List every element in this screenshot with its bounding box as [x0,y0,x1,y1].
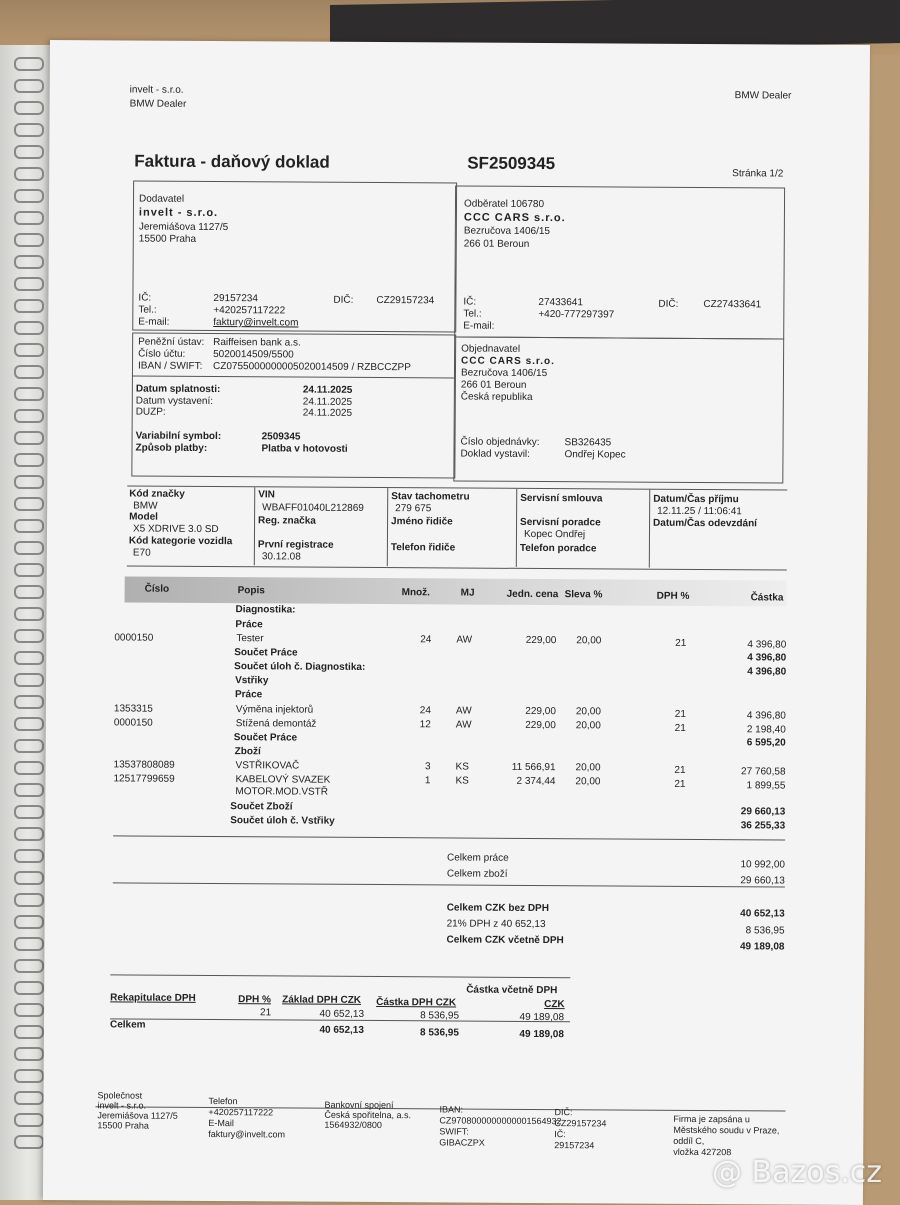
row-item-amount: 4 396,80 [746,710,786,722]
row-item-unit: AW [456,634,473,646]
binder-coil [14,739,44,753]
reg-label: Reg. značka [258,515,316,527]
category-label: Kód kategorie vozidla [128,535,233,548]
binder-coil [14,1135,44,1149]
binder-coil [14,409,44,423]
row-item-vat: 21 [674,778,686,790]
brand-label: Kód značky [129,488,185,500]
customer-heading: Odběratel 106780 [463,198,545,211]
binder-coil [14,1091,44,1105]
binder-coil [14,57,44,71]
binder-coil [14,1025,44,1039]
vehicle-col-line [649,490,650,568]
binder-coil [14,497,44,511]
row-item-amount: 2 198,40 [746,724,786,736]
category-value: E70 [132,547,151,559]
binder-coil [14,365,44,379]
bank-label: Peněžní ústav: [138,336,205,348]
binder-coil [14,277,44,291]
footer-text: CZ9708000000000001564932 [439,1115,562,1127]
binder-coil [14,915,44,929]
bazos-watermark: @ Bazos.cz [711,1155,882,1190]
customer-ic: 27433641 [538,296,583,309]
footer-tax [554,1107,606,1151]
binder-coil [14,959,44,973]
binder-coil [14,783,44,797]
binder-coil [14,761,44,775]
supplier-tel: +420257117222 [213,305,286,317]
row-item-description: VSTŘIKOVAČ [235,760,300,772]
binder-coil [14,695,44,709]
row-item-code: 13537808089 [113,759,175,771]
customer-name: CCC CARS s.r.o. [463,211,566,225]
row-item-quantity: 24 [420,634,432,646]
supplier-heading: Dodavatel [138,193,185,205]
row-item-vat: 21 [674,764,686,776]
first-reg-value: 30.12.08 [261,551,301,563]
row-subgroup-title: Práce [235,619,263,631]
row-item-description-cont: MOTOR.MOD.VSTŘ [235,786,329,798]
advisor-label: Servisní poradce [520,516,601,529]
binder-coil [14,255,44,269]
row-sum-amount: 6 595,20 [746,737,786,749]
header-dealer-right: BMW Dealer [734,90,792,102]
iban-label: IBAN / SWIFT: [137,360,203,372]
row-sum-amount: 4 396,80 [747,652,787,664]
binder-coil [14,937,44,951]
row-item-discount: 20,00 [575,706,601,718]
supplier-ic: 29157234 [213,293,258,305]
binder-coil [14,607,44,621]
binder-coil [14,585,44,599]
order-number: SB326435 [564,437,612,449]
footer-text: 15500 Praha [97,1120,149,1131]
row-item-quantity: 24 [419,705,431,717]
footer-text: Česká spořitelna, a.s. [324,1109,412,1121]
recap-rate: 21 [260,1007,272,1019]
net-total-value: 40 652,13 [740,908,785,920]
recap-rate-header: DPH % [238,994,271,1006]
row-item-unit: KS [455,775,469,787]
binder-coil [14,387,44,401]
binder-coil [14,211,44,225]
total-goods-label: Celkem zboží [446,868,508,880]
recap-gross-header-1: Částka včetně DPH [466,984,558,997]
row-item-vat: 21 [674,722,686,734]
row-sum-label: Součet Práce [234,647,298,659]
supplier-street: Jeremiášova 1127/5 [138,221,229,234]
supplier-email-link[interactable]: faktury@invelt.com [213,317,299,329]
order-label: Číslo objednávky: [460,436,540,448]
recap-gross-header-2: CZK [544,999,565,1011]
invoice-number: SF2509345 [467,153,556,174]
row-item-description: Stížená demontáž [235,718,317,730]
row-item-unit: KS [455,761,469,773]
footer-text: Jeremiášova 1127/5 [97,1110,178,1121]
row-item-code: 12517799659 [113,773,175,785]
orderer-city: 266 01 Beroun [460,379,527,391]
binder-coil [14,321,44,335]
footer-text: SWIFT: [439,1126,469,1137]
vin-value: WBAFF01040L212869 [262,502,364,514]
row-item-description: Tester [236,633,264,645]
page-title: Faktura - daňový doklad [134,151,330,172]
row-item-quantity: 12 [419,719,431,731]
row-sum-amount: 36 255,33 [740,820,786,832]
footer-registry [673,1114,779,1159]
footer-text: DIČ: [554,1107,573,1118]
row-item-quantity: 3 [424,761,431,773]
recap-vat: 8 536,95 [420,1010,460,1022]
row-item-amount: 1 899,55 [746,780,786,792]
orderer-heading: Objednavatel [461,343,521,355]
footer-text: Telefon [208,1095,238,1107]
orderer-country: Česká republika [460,391,533,403]
row-item-code: 0000150 [114,632,154,644]
vehicle-col-line [387,488,388,566]
customer-street: Bezručova 1406/15 [463,225,551,238]
row-item-unit-price: 11 566,91 [511,761,556,774]
col-desc-header: Popis [237,585,265,597]
customer-city: 266 01 Beroun [463,238,530,250]
vs-label: Variabilní symbol: [135,430,222,443]
bank-name: Raiffeisen bank a.s. [213,337,301,349]
recap-gross: 49 189,08 [519,1011,565,1024]
row-sum-label: Součet úloh č. Diagnostika: [234,661,366,673]
advisor-value: Kopec Ondřej [523,528,586,541]
footer-text: IČ: [554,1129,566,1140]
binder-coil [14,101,44,115]
binder-coil [14,167,44,181]
duzp-date: 24.11.2025 [302,407,353,419]
received-value: 12.11.25 / 11:06:41 [657,505,742,518]
row-item-unit-price: 229,00 [525,719,556,732]
supplier-city: 15500 Praha [138,233,197,245]
row-sum-amount: 4 396,80 [747,666,787,678]
payment-value: Platba v hotovosti [261,443,348,455]
row-item-unit-price: 229,00 [525,705,556,718]
vehicle-col-line [254,487,255,565]
due-date: 24.11.2025 [302,384,353,396]
binder-coil [14,717,44,731]
model-label: Model [129,511,159,523]
payment-label: Způsob platby: [135,442,208,454]
recap-title: Rekapitulace DPH [110,992,196,1004]
row-item-unit: AW [455,705,472,717]
row-item-discount: 20,00 [576,635,602,647]
col-code-header: Číslo [144,583,170,595]
binder-coil [14,827,44,841]
binder-coil [14,541,44,555]
footer-text: oddíl C, [673,1135,705,1147]
supplier-dic: CZ29157234 [376,294,435,307]
binder-coil [14,893,44,907]
row-item-unit: AW [455,719,472,731]
footer-text: CZ29157234 [554,1118,607,1129]
row-item-vat: 21 [675,637,687,649]
vehicle-col-line [516,489,517,567]
issue-date: 24.11.2025 [302,396,353,408]
footer-text: IBAN: [439,1104,464,1115]
binder-coil [14,981,44,995]
customer-email-label: E-mail: [463,320,495,332]
footer-text: Společnost [97,1090,143,1101]
binder-coil [14,431,44,445]
recap-total-gross: 49 189,08 [519,1028,564,1041]
totals-top-line [113,835,785,840]
binder-coil [14,849,44,863]
orderer-street: Bezručova 1406/15 [460,367,548,380]
footer-text: GIBACZPX [439,1137,485,1148]
row-sum-label: Součet Zboží [230,801,293,813]
row-item-code: 0000150 [113,717,153,729]
binder-coil [14,1003,44,1017]
supplier-dic-label: DIČ: [333,294,354,306]
binder-coil [14,79,44,93]
binder-coil [14,343,44,357]
binder-coil [14,651,44,665]
vat-total-label: 21% DPH z 40 652,13 [446,918,546,931]
col-unit-header: MJ [460,587,475,599]
footer-text: Firma je zapsána u [673,1113,750,1125]
recap-base-header: Základ DPH CZK [282,994,362,1006]
footer-text: faktury@invelt.com [208,1128,286,1140]
footer-text: Bankovní spojení [324,1099,394,1111]
col-amount-header: Částka [750,592,784,604]
footer-text: vložka 427208 [673,1146,732,1158]
row-sum-amount: 29 660,13 [740,806,786,818]
brand-value: BMW [133,500,158,512]
row-sum-label: Součet úloh č. Vstřiky [230,815,335,827]
net-total-label: Celkem CZK bez DPH [446,902,549,915]
due-label: Datum splatnosti: [135,383,221,396]
binder-coil [14,871,44,885]
binder-coil [14,453,44,467]
col-price-header: Jedn. cena [506,588,559,601]
issue-label: Datum vystavení: [135,395,214,408]
recap-top-line [110,974,570,978]
header-dealer-left: BMW Dealer [129,98,187,110]
footer-text: 29157234 [554,1140,595,1151]
row-item-discount: 20,00 [575,762,601,774]
total-goods-value: 29 660,13 [740,875,785,887]
row-group-title: Vstřiky [235,675,269,687]
recap-base: 40 652,13 [319,1008,365,1020]
binder-coil [14,563,44,577]
footer-company [97,1090,178,1130]
row-sum-label: Součet Práce [233,732,298,744]
binder-coil [14,805,44,819]
binder-coil [14,629,44,643]
vin-label: VIN [258,489,275,501]
orderer-name: CCC CARS s.r.o. [461,355,555,368]
binder-coil [14,673,44,687]
vs-value: 2509345 [261,431,301,443]
recap-total-vat: 8 536,95 [419,1027,459,1039]
row-item-unit-price: 2 374,44 [516,775,556,788]
row-item-amount: 27 760,58 [741,766,786,778]
binder-coil [14,123,44,137]
supplier-tel-label: Tel.: [138,304,157,316]
gross-total-value: 49 189,08 [739,941,785,953]
driver-phone-label: Telefon řidiče [390,542,456,554]
vat-total-value: 8 536,95 [745,925,785,937]
customer-tel: +420-777297397 [538,308,615,321]
recap-total-label: Celkem [109,1019,146,1031]
row-item-code: 1353315 [113,703,153,715]
supplier-email-label: E-mail: [138,316,170,328]
footer-iban [439,1104,561,1149]
delivered-label: Datum/Čas odevzdání [653,517,758,530]
binder-coil [14,145,44,159]
row-item-description: KABELOVÝ SVAZEK [235,774,331,786]
received-label: Datum/Čas příjmu [653,493,739,506]
driver-label: Jméno řidiče [391,516,453,528]
binder-coil [14,475,44,489]
invoice-sheet [43,40,870,1205]
binder-coil [14,519,44,533]
supplier-name: invelt - s.r.o. [138,206,219,220]
odometer-label: Stav tachometru [391,491,470,503]
binder-coil [14,189,44,203]
recap-vat-header: Částka DPH CZK [376,997,457,1009]
row-item-unit-price: 229,00 [525,634,557,647]
row-subgroup-title: Zboží [234,746,261,758]
total-work-value: 10 992,00 [740,859,786,871]
col-qty-header: Množ. [401,587,430,599]
row-subgroup-title: Práce [234,689,263,701]
page-indicator: Stránka 1/2 [732,168,784,180]
supplier-ic-label: IČ: [138,292,152,304]
header-company: invelt - s.r.o. [129,84,184,96]
contract-label: Servisní smlouva [520,492,603,505]
footer-text: 1564932/0800 [324,1119,382,1131]
row-item-discount: 20,00 [575,720,601,732]
footer-text: +420257117222 [208,1106,274,1118]
col-vat-header: DPH % [656,590,690,602]
binder-coil [14,233,44,247]
issued-by: Ondřej Kopec [564,449,626,461]
first-reg-label: První registrace [257,539,334,551]
footer-text: Městského soudu v Praze, [673,1124,780,1136]
footer-bank [324,1100,411,1131]
row-item-discount: 20,00 [575,776,601,788]
col-disc-header: Sleva % [564,589,603,601]
row-item-description: Výměna injektorů [235,704,314,716]
recap-total-base: 40 652,13 [319,1024,364,1036]
binder-coil [14,1113,44,1127]
footer-text: E-Mail [208,1117,234,1129]
binder-coil [14,1069,44,1083]
account-number: 5020014509/5500 [213,349,294,361]
vehicle-top-line [127,485,787,490]
binder-coil [14,299,44,313]
row-item-quantity: 1 [424,775,431,787]
account-label: Číslo účtu: [138,348,186,360]
vehicle-bottom-line [127,565,787,570]
customer-tel-label: Tel.: [463,308,482,320]
duzp-label: DUZP: [135,406,166,418]
total-work-label: Celkem práce [446,852,509,864]
customer-dic: CZ27433641 [703,298,762,311]
model-value: X5 XDRIVE 3.0 SD [132,523,219,536]
iban-value: CZ0755000000005020014509 / RZBCCZPP [212,361,411,374]
gross-total-label: Celkem CZK včetně DPH [446,934,564,947]
footer-contact [208,1096,285,1140]
advisor-phone-label: Telefon poradce [519,542,597,555]
binder-coil [14,1047,44,1061]
row-item-amount: 4 396,80 [747,639,787,651]
footer-text: invelt - s.r.o. [97,1100,147,1111]
customer-ic-label: IČ: [463,296,477,308]
odometer-value: 279 675 [395,503,432,515]
customer-dic-label: DIČ: [658,298,679,310]
row-group-title: Diagnostika: [235,604,296,616]
row-item-vat: 21 [674,708,686,720]
issued-by-label: Doklad vystavil: [460,448,530,460]
